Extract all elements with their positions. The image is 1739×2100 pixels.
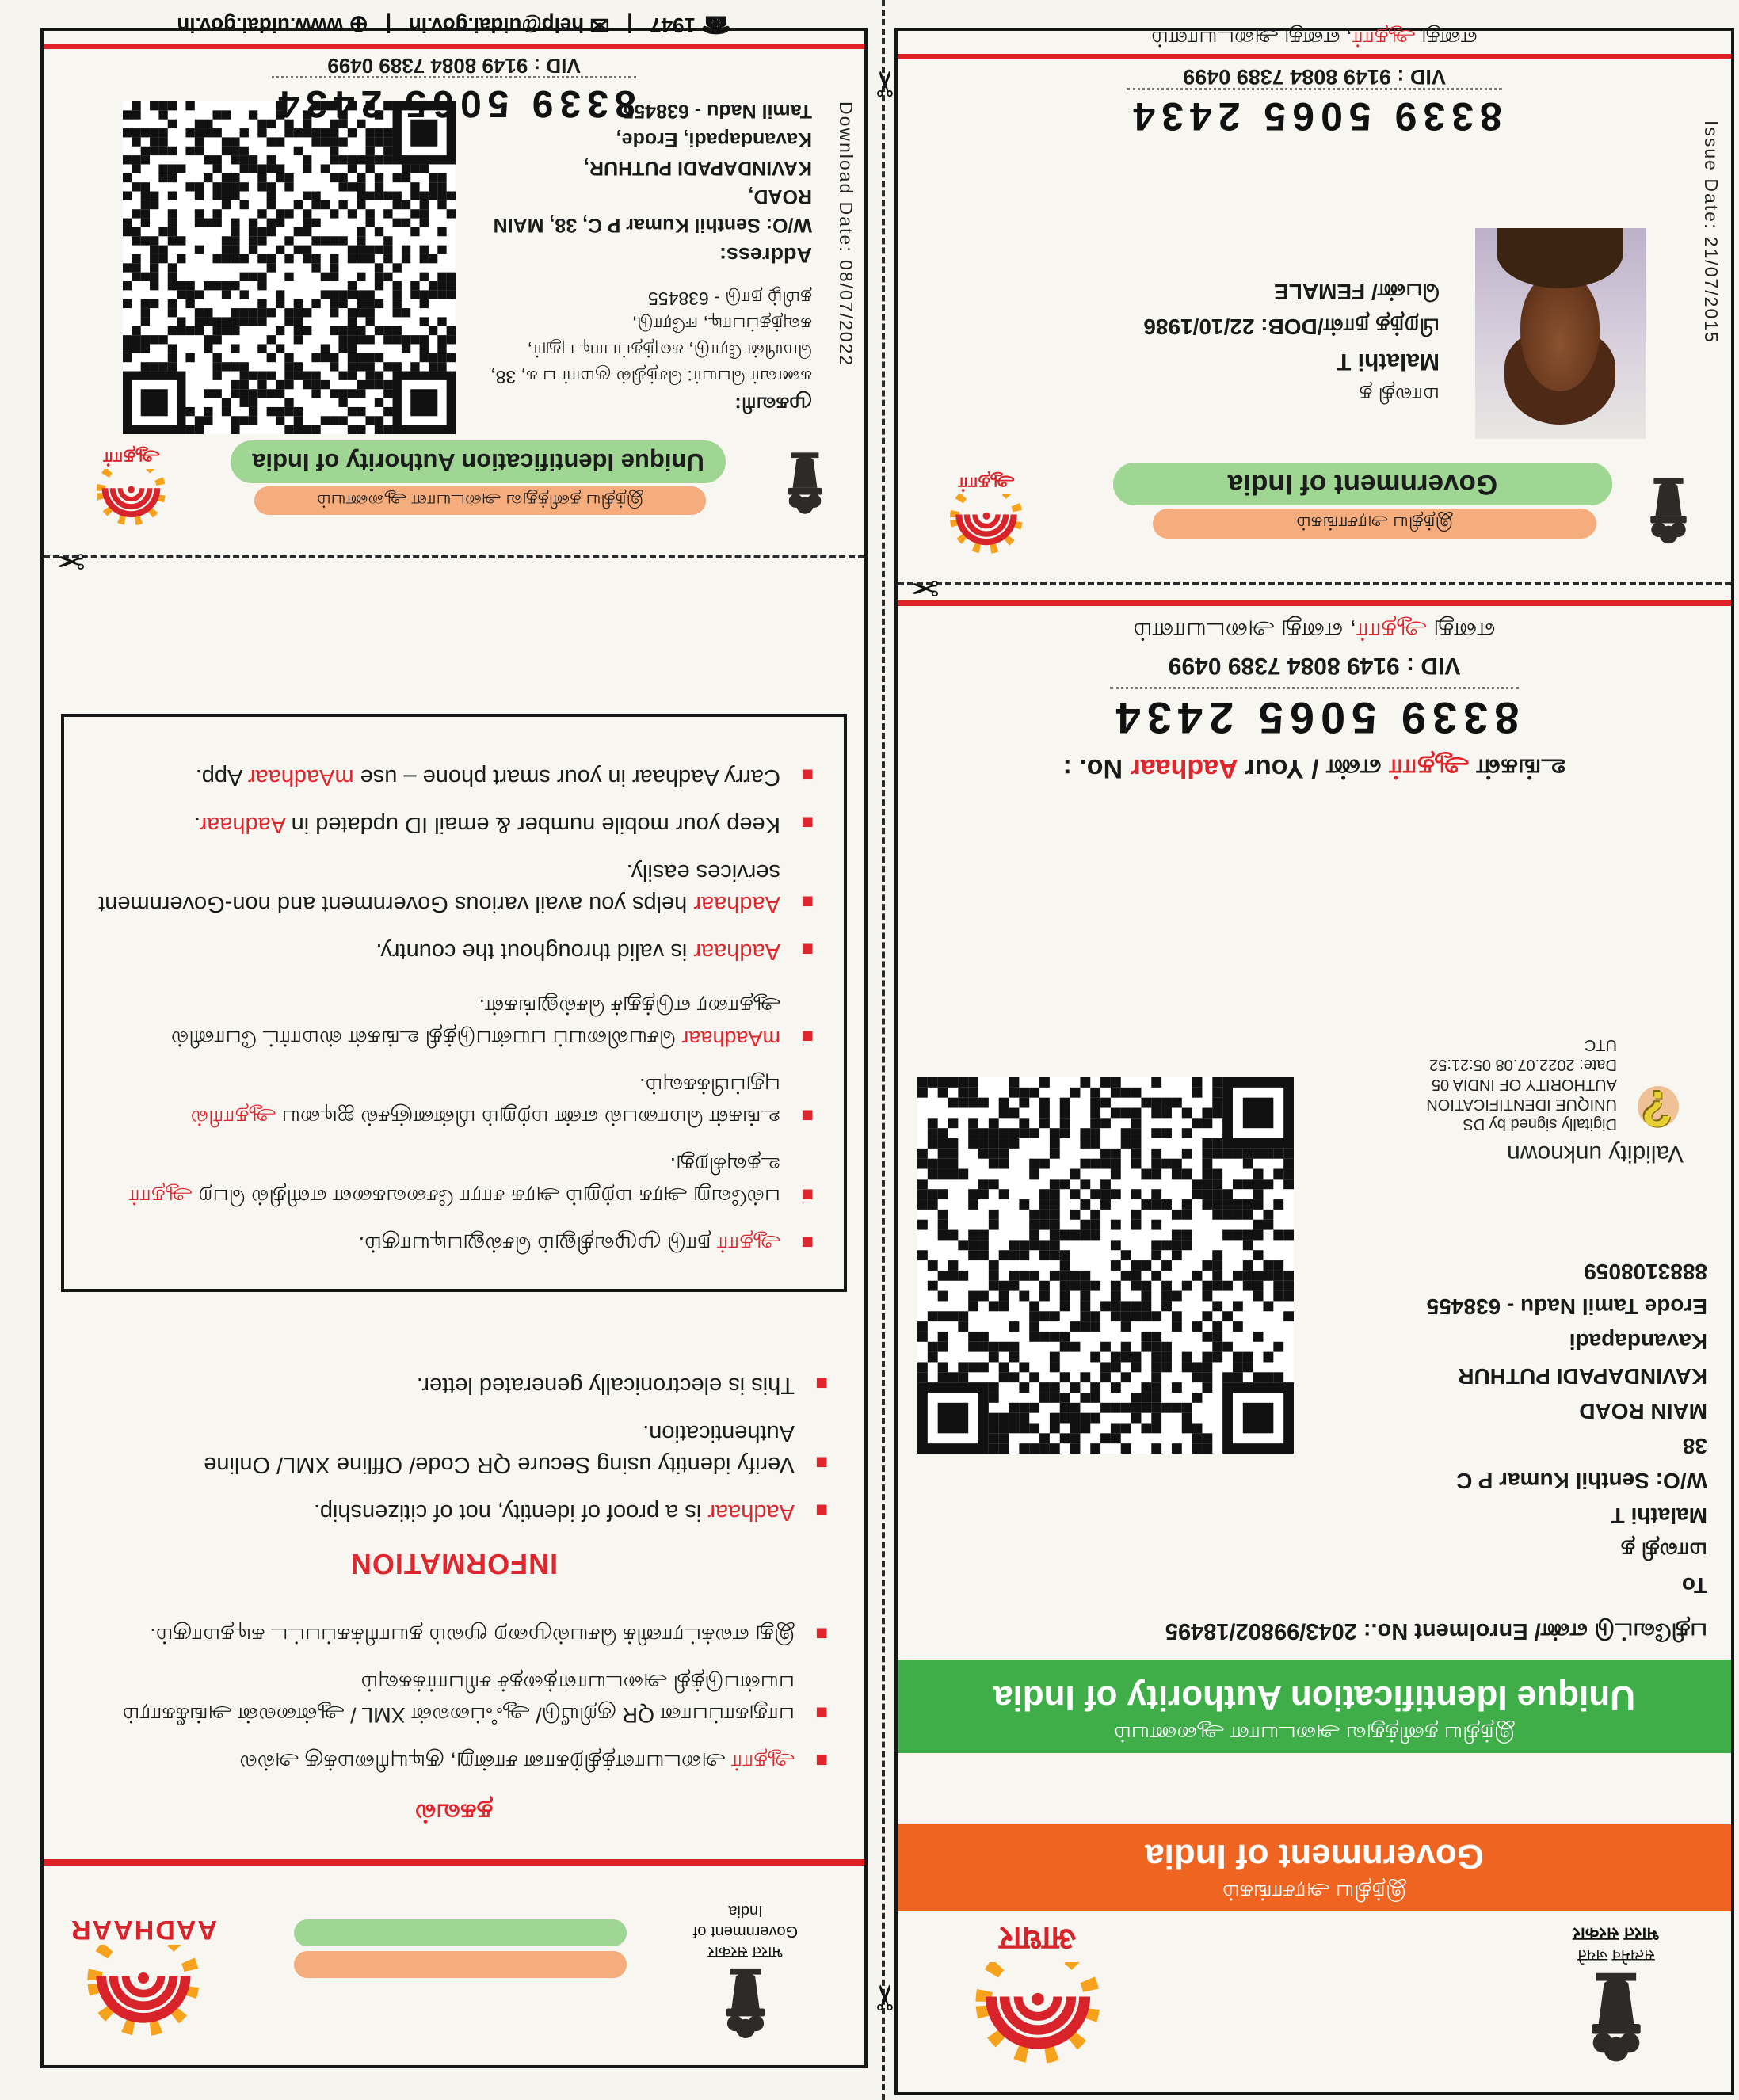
helpline-number: 1947 [650, 13, 696, 37]
card-dob: பிறந்த நாள்/DOB: 22/10/1986 [1143, 314, 1440, 339]
tricolor-strokes [294, 1919, 627, 1978]
addressee-mobile: 8883108059 [1584, 1260, 1707, 1284]
card-back-aadhaar-number: 8339 5065 2434 [273, 76, 636, 125]
band-uidai-tamil: இந்திய தனித்துவ அடையாள ஆணையம் [1114, 1722, 1515, 1746]
aadhaar-sun-icon [963, 1962, 1113, 2073]
national-emblem-icon [719, 1962, 772, 2046]
addressee-street: MAIN ROAD [1579, 1399, 1707, 1424]
help-email: help@uidai.gov.in [408, 13, 585, 37]
card-name-tamil: மாலதி த [1359, 383, 1440, 407]
issue-date: Issue Date: 21/07/2015 [1701, 120, 1722, 344]
card-back-logo: ஆதார் [68, 445, 195, 531]
front-page [894, 28, 1734, 2095]
addressee-block [1427, 1254, 1707, 1603]
email-icon: ✉ [589, 11, 610, 37]
addressee-name: Malathi T [1611, 1504, 1707, 1528]
list-item: ■ ஆதார் நாடு முழுவதிலும் செல்லுபடியாகும். [94, 1229, 814, 1260]
info-heading: INFORMATION [349, 1548, 559, 1580]
qr-code-front [917, 1077, 1294, 1454]
card-back-band-tamil: இந்திய தனித்துவ அடையாள ஆணையம் [254, 486, 706, 515]
card-front-band-tamil: இந்திய அரசாங்கம் [1153, 509, 1596, 539]
emblem-motto: सत्यमेव जयते [1577, 1946, 1655, 1964]
horizontal-cut-line [44, 555, 864, 558]
info-list-tamil [83, 1604, 828, 1778]
addressee-village: Kavandapadi [1569, 1329, 1707, 1354]
back-page [40, 11, 868, 2068]
tagline: எனது ஆதார், எனது அடையாளம் [1133, 618, 1496, 644]
band-gov-english: Government of India [1145, 1837, 1484, 1876]
signature-seal-icon [1628, 1078, 1684, 1134]
vertical-cut-line [882, 0, 885, 2100]
card-back-band-english: Unique Identification Authority of India [231, 440, 726, 483]
emblem-caption-english: Government of India [692, 1902, 799, 1940]
band-government-of-india [898, 1824, 1731, 1911]
card-front-red-line [898, 54, 1731, 59]
scissors-icon: ✂ [56, 541, 86, 580]
address-label: Address: [719, 243, 812, 267]
band-uidai-english: Unique Identification Authority of India [993, 1679, 1635, 1717]
list-item: ■ Aadhaar is valid throughout the country. [94, 936, 814, 967]
services-list-tamil [94, 991, 814, 1260]
list-item: ■ This is electronically generated letter. [83, 1370, 828, 1401]
addressee-locality: KAVINDAPADI PUTHUR [1458, 1364, 1707, 1389]
list-item: ■ பல்வேறு அரசு மற்றும் அரசு சாரா சேவைகளை எளிதில் பெற ஆதார் உதவுகிறது. [94, 1149, 814, 1213]
qr-code-back [123, 101, 456, 434]
services-list-english [94, 761, 814, 967]
emblem-caption: भारत सरकार [707, 1943, 784, 1961]
back-emblem-block [682, 1900, 809, 2046]
info-heading-tamil: தகவல் [414, 1799, 494, 1827]
scissors-icon: ✂ [867, 69, 906, 98]
horizontal-cut-line [898, 582, 1731, 585]
scissors-icon: ✂ [867, 1983, 906, 2012]
national-emblem-icon [1583, 1965, 1649, 2071]
card-front-tagline: எனது ஆதார், எனது அடையாளம் [1151, 27, 1478, 51]
addressee-guardian: W/O: Senthil Kumar P C [1456, 1469, 1707, 1493]
list-item: ■ Keep your mobile number & email ID updated in Aadhaar. [94, 809, 814, 840]
list-item: ■ ஆதார் அடையாளத்திற்கான சான்று, குடியுரிமைக்கு அல்ல [83, 1747, 828, 1778]
card-back-vid: VID : 9149 8084 7389 0499 [327, 54, 581, 78]
card-front-logo: ஆதார் [923, 471, 1050, 559]
aadhaar-card-front [898, 27, 1731, 580]
globe-icon: ⊕ [349, 11, 369, 37]
card-back-address: முகவரி: கணவர் பெயர்: செந்தில் குமார் ப க, 38, மெயின் ரோடு, கவுந்தப்பாடி புதூர், கவுந்தப்பாடி, ஈரோடு, தமிழ் நாடு - 638455 Address: W/O: Senthil Kumar P C, 38, MAIN ROAD, KAVINDAPADI PUTHUR, Kavandapadi, Erode, Tamil Nadu - 638455 [471, 97, 812, 420]
front-emblem-block [1545, 1924, 1688, 2071]
red-divider [44, 1859, 864, 1866]
your-aadhaar-no-heading: உங்கள் ஆதார் எண் / Your Aadhaar No. : [1062, 753, 1566, 783]
download-date: Download Date: 08/07/2022 [836, 101, 856, 368]
list-item: ■ Carry Aadhaar in your smart phone – use mAadhaar App. [94, 761, 814, 793]
card-front-aadhaar-number: 8339 5065 2434 [1127, 88, 1501, 139]
addressee-district-state: Erode Tamil Nadu - 638455 [1426, 1294, 1707, 1319]
enrolment-number: பதிவேட்டு எண்/ Enrolment No.: 2043/99802/18495 [1165, 1618, 1707, 1644]
address-label-tamil: முகவரி: [734, 393, 812, 417]
aadhaar-logo-english [56, 1914, 231, 2045]
list-item: ■ Aadhaar helps you avail various Government and non-Government services easily. [94, 856, 814, 920]
signature-details: Digitally signed by DS UNIQUE IDENTIFICATION AUTHORITY OF INDIA 05 Date: 2022.07.08 05:21:52 UTC [1426, 1036, 1617, 1133]
card-front-vid: VID : 9149 8084 7389 0499 [1183, 65, 1446, 89]
card-back-red-line [44, 44, 864, 49]
card-front-emblem-icon [1644, 472, 1693, 551]
aadhaar-sun-icon [90, 469, 174, 531]
aadhaar-sun-icon [76, 1945, 211, 2045]
aadhaar-sun-icon [943, 494, 1030, 559]
card-back-emblem-icon [782, 447, 828, 521]
band-uidai [898, 1660, 1731, 1753]
aadhaar-number: 8339 5065 2434 [1110, 687, 1520, 744]
portrait-photo [1475, 228, 1646, 439]
list-item: ■ உங்கள் மொபைல் எண் மற்றும் மின்னஞ்சல் ஐடியை ஆதாரில் புதுப்பிக்கவும். [94, 1070, 814, 1134]
digital-signature-block [1343, 1035, 1684, 1167]
scissors-icon: ✂ [910, 568, 940, 607]
list-item: ■ mAadhaar செயலியைப் பயன்படுத்தி உங்கள் ஸ்மார்ட் போனில் ஆதாரை எடுத்துச் செல்லுங்கள். [94, 991, 814, 1054]
aadhaar-card-back [44, 11, 864, 553]
addressee-name-tamil: மாலதி த [1620, 1538, 1707, 1563]
red-divider [898, 600, 1731, 606]
website: www.uidai.gov.in [177, 13, 343, 37]
list-item: ■ Verify identity using Secure QR Code/ Offline XML/ Online Authentication. [83, 1417, 828, 1481]
list-item: ■ பாதுகாப்பான QR குறியீடு/ ஆஃப்லைன் XML / ஆன்லைன் அங்கீகாரம் பயன்படுத்தி அடையாளத்தைச் சரிபார்க்கவும் [83, 1667, 828, 1731]
emblem-caption: भारत सरकार [1573, 1924, 1660, 1945]
aadhaar-logo-word: AADHAAR [70, 1915, 217, 1945]
signature-validity: Validity unknown [1507, 1141, 1684, 1167]
card-name: Malathi T [1336, 349, 1440, 375]
card-front-identity [1143, 274, 1440, 412]
band-gov-tamil: இந்திய அரசாங்கம் [1222, 1881, 1407, 1904]
to-label: To [1681, 1573, 1707, 1598]
list-item: ■ Aadhaar is a proof of identity, not of citizenship. [83, 1496, 828, 1528]
addressee-house: 38 [1682, 1434, 1707, 1458]
aadhaar-logo-hindi [931, 1917, 1145, 2073]
card-front-band-english: Government of India [1113, 463, 1612, 505]
info-list-english [83, 1354, 828, 1528]
services-box [61, 714, 847, 1292]
card-gender: பெண்/ FEMALE [1274, 280, 1440, 304]
list-item: ■ இது எலக்ட்ரானிக் செயல்முறை மூலம் தயாரிக்கப்பட்ட கடிதமாகும். [83, 1620, 828, 1652]
aadhaar-logo-word: आधार [999, 1920, 1077, 1957]
contact-footer: ☎ 1947 | ✉ help@uidai.gov.in | ⊕ www.uidai.gov.in [177, 11, 731, 37]
phone-icon: ☎ [701, 11, 731, 37]
vid-number: VID : 9149 8084 7389 0499 [1168, 653, 1461, 679]
